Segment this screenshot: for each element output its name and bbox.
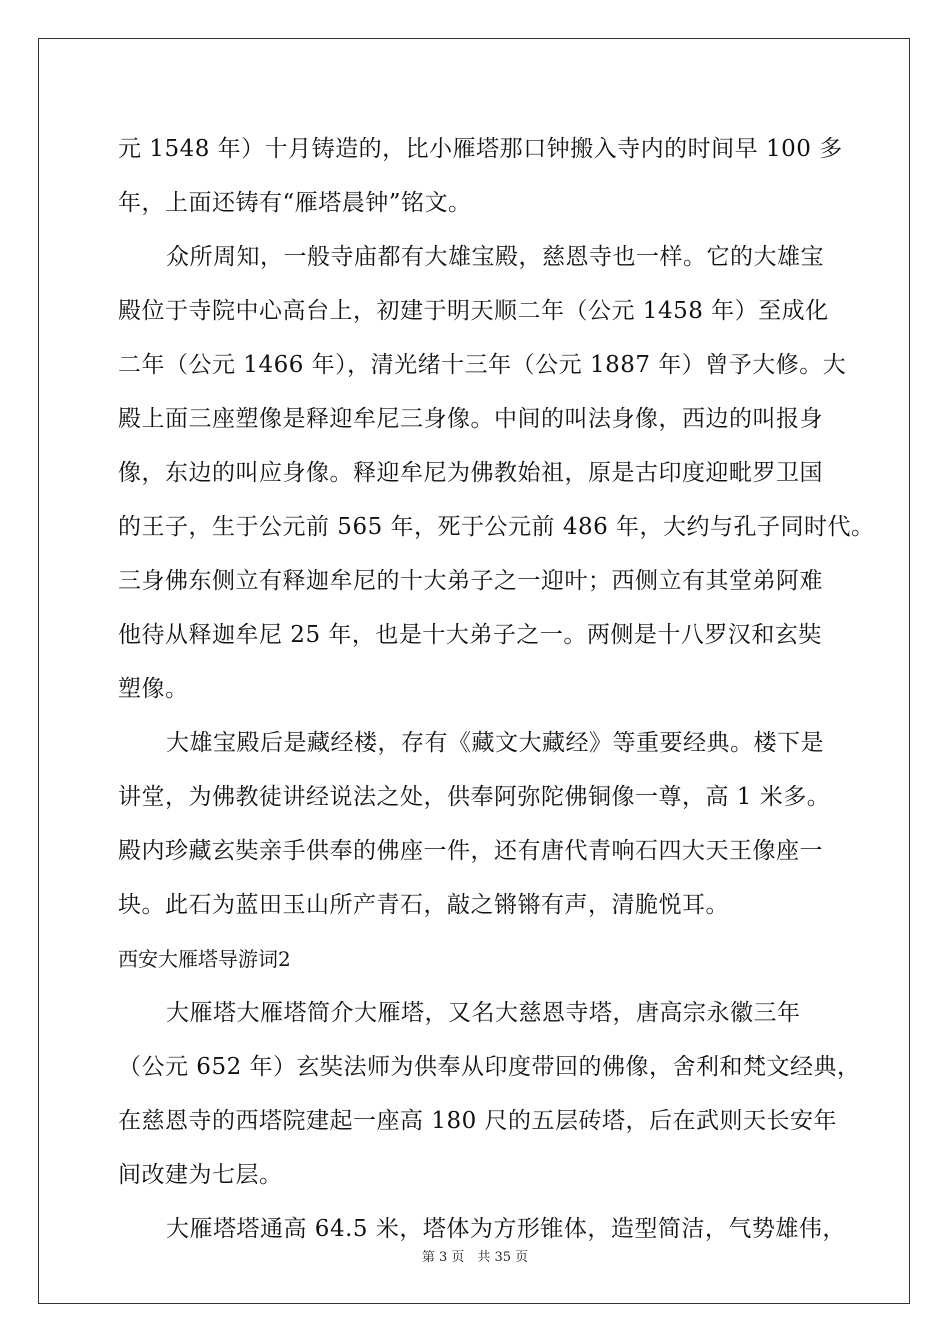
text-line: 在慈恩寺的西塔院建起一座高 180 尺的五层砖塔，后在武则天长安年 xyxy=(118,1108,838,1134)
text-line: 讲堂，为佛教徒讲经说法之处，供奉阿弥陀佛铜像一尊，高 1 米多。 xyxy=(118,784,831,810)
paragraph-pagoda-intro xyxy=(118,986,861,1202)
text-line: 大雁塔大雁塔简介大雁塔，又名大慈恩寺塔，唐高宗永徽三年 xyxy=(166,1000,801,1026)
section-heading: 西安大雁塔导游词2 xyxy=(118,947,291,971)
text-line: （公元 652 年）玄奘法师为供奉从印度带回的佛像，舍利和梵文经典， xyxy=(118,1054,861,1080)
text-line: 大雄宝殿后是藏经楼，存有《藏文大藏经》等重要经典。楼下是 xyxy=(166,730,824,756)
paragraph-sutra-library xyxy=(118,716,848,932)
text-line: 年，上面还铸有“雁塔晨钟”铭文。 xyxy=(118,190,472,216)
text-line: 像，东边的叫应身像。释迎牟尼为佛教始祖，原是古印度迎毗罗卫国 xyxy=(118,460,823,486)
text-line: 的王子，生于公元前 565 年，死于公元前 486 年，大约与孔子同时代。 xyxy=(118,514,875,540)
text-line: 块。此石为蓝田玉山所产青石，敲之锵锵有声，清脆悦耳。 xyxy=(118,892,729,918)
text-line: 塑像。 xyxy=(118,676,189,702)
text-line: 殿位于寺院中心高台上，初建于明天顺二年（公元 1458 年）至成化 xyxy=(118,298,829,324)
text-line: 二年（公元 1466 年），清光绪十三年（公元 1887 年）曾予大修。大 xyxy=(118,352,847,378)
text-line: 大雁塔塔通高 64.5 米，塔体为方形锥体，造型简洁，气势雄伟， xyxy=(166,1216,846,1242)
text-line: 殿上面三座塑像是释迎牟尼三身像。中间的叫法身像，西边的叫报身 xyxy=(118,406,823,432)
page-footer: 第 3 页 共 35 页 xyxy=(421,1250,529,1265)
paragraph-main-hall xyxy=(118,230,875,716)
text-line: 间改建为七层。 xyxy=(118,1162,283,1188)
text-line: 元 1548 年）十月铸造的，比小雁塔那口钟搬入寺内的时间早 100 多 xyxy=(118,136,843,162)
text-line: 他待从释迦牟尼 25 年，也是十大弟子之一。两侧是十八罗汉和玄奘 xyxy=(118,622,822,648)
paragraph-bell-continued xyxy=(118,122,848,230)
document-body xyxy=(118,122,875,1256)
text-line: 三身佛东侧立有释迦牟尼的十大弟子之一迎叶；西侧立有其堂弟阿难 xyxy=(118,568,823,594)
text-line: 众所周知，一般寺庙都有大雄宝殿，慈恩寺也一样。它的大雄宝 xyxy=(166,244,824,270)
text-line: 殿内珍藏玄奘亲手供奉的佛座一件，还有唐代青响石四大天王像座一 xyxy=(118,838,823,864)
